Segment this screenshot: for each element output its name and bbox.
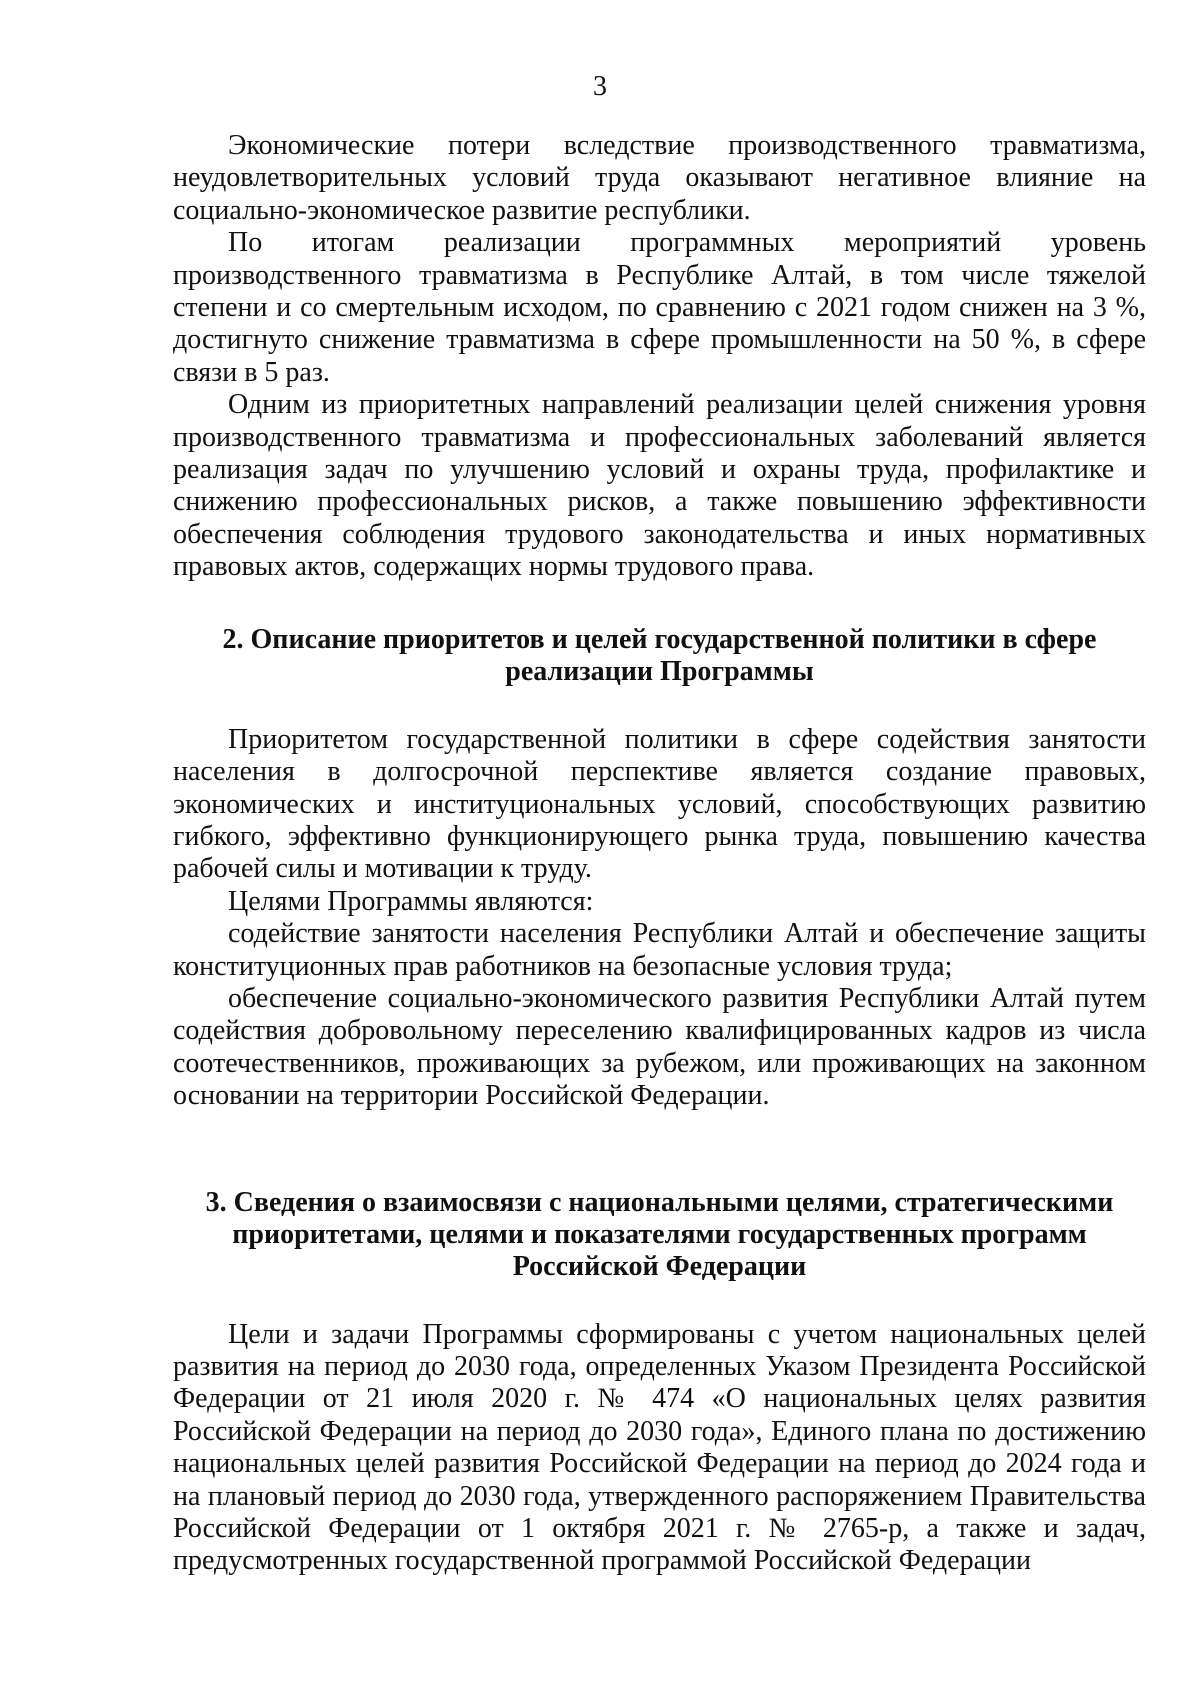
section-2-paragraph-2: Целями Программы являются: <box>228 885 594 917</box>
document-body <box>173 130 1146 1578</box>
section-3-heading: 3. Сведения о взаимосвязи с национальными целями, стратегическими приоритетами, целями и показателями государственных программ Российской Федерации <box>205 1186 1114 1282</box>
section-2-paragraph-4: обеспечение социально-экономического развития Республики Алтай путем содействия добровольному переселению квалифицированных кадров из числа соотечественников, проживающих за рубежом, или проживающих на законном основании на территории Российской Федерации. <box>173 982 1146 1112</box>
page-number: 3 <box>593 71 607 102</box>
intro-paragraph-2: По итогам реализации программных мероприятий уровень производственного травматизма в Республике Алтай, в том числе тяжелой степени и со смертельным исходом, по сравнению с 2021 годом снижен на 3 %, достигнуто снижение травматизма в сфере промышленности на 50 %, в сфере связи в 5 раз. <box>173 227 1146 388</box>
intro-paragraph-1: Экономические потери вследствие производственного травматизма, неудовлетворительных условий труда оказывают негативное влияние на социально-экономическое развитие республики. <box>173 130 1146 226</box>
section-2-paragraph-1: Приоритетом государственной политики в сфере содействия занятости населения в долгосрочной перспективе является создание правовых, экономических и институциональных условий, способствующих развитию гибкого, эффективно функционирующего рынка труда, повышению качества рабочей силы и мотивации к труду. <box>173 723 1146 885</box>
intro-paragraph-3: Одним из приоритетных направлений реализации целей снижения уровня производственного травматизма и профессиональных заболеваний является реализация задач по улучшению условий и охраны труда, профилактике и снижению профессиональных рисков, а также повышению эффективности обеспечения соблюдения трудового законодательства и иных нормативных правовых актов, содержащих нормы трудового права. <box>173 389 1146 583</box>
section-3-paragraph-1: Цели и задачи Программы сформированы с учетом национальных целей развития на период до 2030 года, определенных Указом Президента Российской Федерации от 21 июля 2020 г. № 474 «О национальных целях развития Российской Федерации на период до 2030 года», Единого плана по достижению национальных целей развития Российской Федерации на период до 2024 года и на плановый период до 2030 года, утвержденного распоряжением Правительства Российской Федерации от 1 октября 2021 г. № 2765-р, а также и задач, предусмотренных государственной программой Российской Федерации <box>173 1318 1146 1577</box>
section-2-heading: 2. Описание приоритетов и целей государственной политики в сфере реализации Программы <box>222 623 1097 687</box>
section-2-paragraph-3: содействие занятости населения Республики Алтай и обеспечение защиты конституционных прав работников на безопасные условия труда; <box>173 918 1146 982</box>
